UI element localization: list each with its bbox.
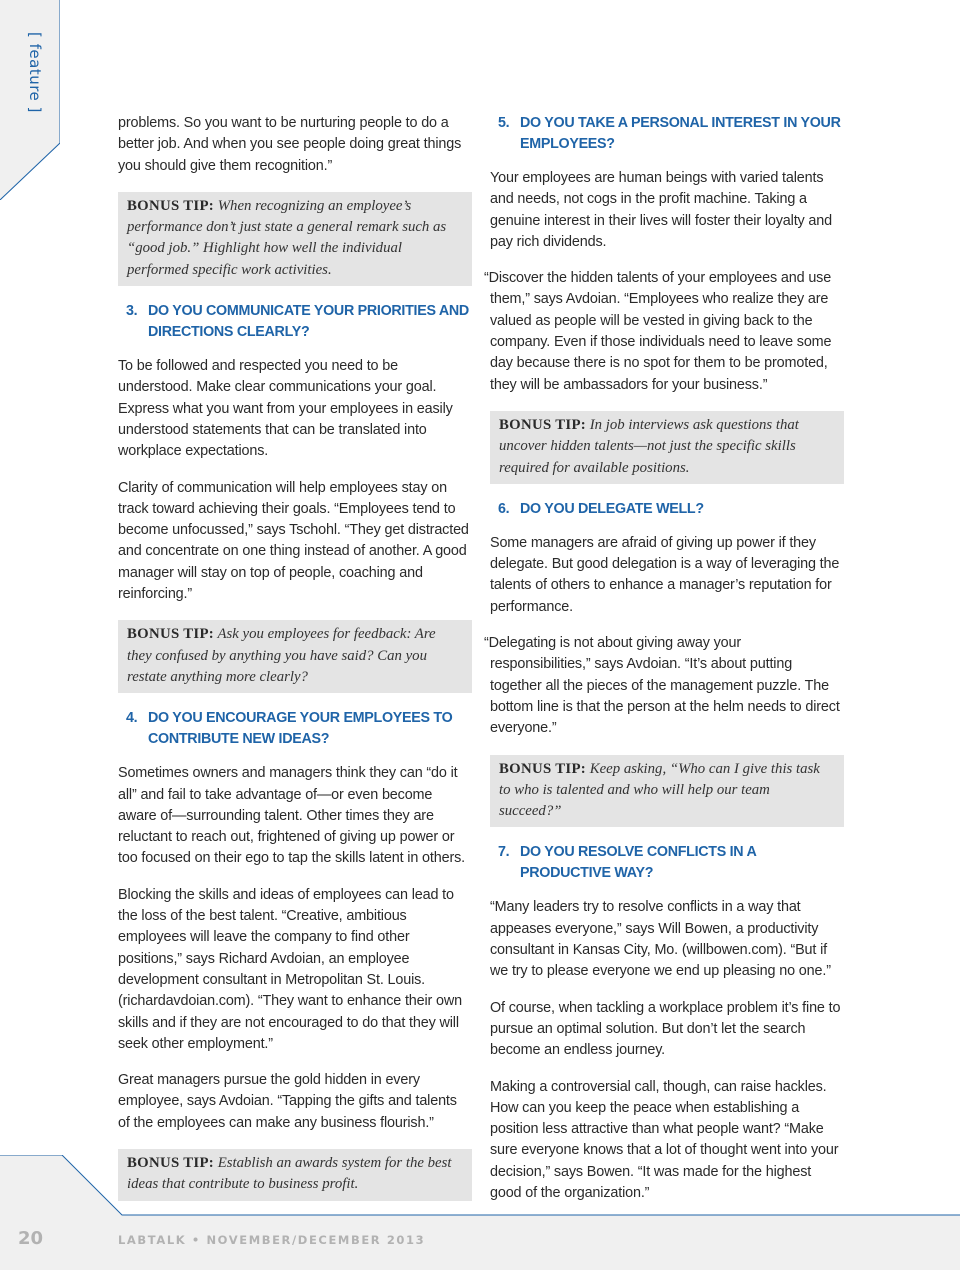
body-paragraph: Some managers are afraid of giving up power if they delegate. But good delegation is a way of leveraging the talents of others to enhance a manager’s reputation for performance. [490, 534, 840, 615]
body-paragraph: “Discover the hidden talents of your employees and use them,” says Avdoian. “Employees who realize they are valued as people will be vested in giving back to the company. Even if those individuals need to leave some day because there is no spot for them to be promoted, they will be ambassadors for your business.” [484, 270, 832, 393]
body-paragraph: Of course, when tackling a workplace problem it’s fine to pursue an optimal solution. But don’t let the search become an endless journey. [490, 999, 841, 1059]
bonus-tip-box [118, 1149, 472, 1201]
bonus-tip-label: BONUS TIP: [127, 197, 215, 214]
right-column [484, 113, 844, 1219]
body-paragraph: Making a controversial call, though, can raise hackles. How can you keep the peace when establishing a position less attractive than what people want? “Make sure everyone knows that a lot of thought went into your decision,” says Bowen. “It was made for the highest good of the organization.” [490, 1078, 839, 1201]
heading-text: DO YOU DELEGATE WELL? [520, 500, 704, 517]
bonus-tip-text: Ask you employees for feedback: Are they confused by anything you have said? Can you restate anything more clearly? [127, 626, 436, 685]
heading-number: 4. [126, 710, 138, 727]
heading-number: 5. [498, 115, 510, 131]
bonus-tip-label: BONUS TIP: [127, 626, 215, 643]
intro-paragraph: problems. So you want to be nurturing people to do a better job. And when you see people doing great things you should give them recognition.” [118, 115, 462, 174]
bonus-tip-box [118, 192, 472, 286]
body-paragraph: Your employees are human beings with varied talents and needs, not cogs in the profit machine. Taking a genuine interest in their lives will foster their loyalty and pay rich dividends. [490, 170, 832, 250]
bonus-tip-text: When recognizing an employee’s performance don’t just state a general remark such as “good job.” Highlight how well the individual performed specific work activities. [127, 197, 447, 278]
body-paragraph: Sometimes owners and managers think they can “do it all” and fail to take advantage of—or even become aware of—surrounding talent. Other times they are reluctant to reach out, frightened of giving up power or too focused on their ego to tap the skills latent in others. [118, 765, 465, 867]
heading-number: 3. [126, 303, 138, 320]
footer-publication: LABTALK • NOVEMBER/DECEMBER 2013 [118, 1233, 426, 1247]
body-paragraph: To be followed and respected you need to be understood. Make clear communications your goal. Express what you want from your employees in easily understood statements that can be translated into workplace expectations. [118, 358, 453, 460]
heading-text: DO YOU COMMUNICATE YOUR PRIORITIES AND DIRECTIONS CLEARLY? [148, 303, 469, 341]
left-column [118, 113, 472, 1216]
heading-number: 7. [498, 844, 510, 861]
heading-text: DO YOU TAKE A PERSONAL INTEREST IN YOUR EMPLOYEES? [520, 115, 841, 152]
page-number: 20 [18, 1228, 44, 1249]
section-heading-7 [490, 842, 844, 884]
body-paragraph: “Delegating is not about giving away your responsibilities,” says Avdoian. “It’s about putting together all the pieces of the management puzzle. The bottom line is that the person at the helm needs to direct everyone.” [484, 635, 840, 737]
bonus-tip-label: BONUS TIP: [499, 416, 587, 433]
bonus-tip-text: Keep asking, “Who can I give this task to who is talented and who will help our team succeed?” [499, 760, 820, 820]
body-paragraph: Great managers pursue the gold hidden in every employee, says Avdoian. “Tapping the gifts and talents of the employees can make any business flourish.” [118, 1072, 457, 1131]
heading-number: 6. [498, 500, 510, 517]
bonus-tip-text: Establish an awards system for the best ideas that contribute to business profit. [127, 1154, 452, 1193]
bonus-tip-box [490, 755, 844, 828]
heading-text: DO YOU ENCOURAGE YOUR EMPLOYEES TO CONTRIBUTE NEW IDEAS? [148, 710, 453, 748]
bonus-tip-label: BONUS TIP: [499, 760, 587, 777]
section-heading-6 [490, 499, 844, 520]
section-heading-4 [118, 708, 472, 750]
body-paragraph: Clarity of communication will help employees stay on track toward achieving their goals. “Employees tend to become unfocussed,” says Tschohl. “They get distracted and concentrate on one thing instead of another. A good manager will stay on top of people, coaching and reinforcing.” [118, 479, 469, 603]
section-heading-3 [118, 301, 472, 343]
bonus-tip-box [118, 620, 472, 693]
body-paragraph: Blocking the skills and ideas of employees can lead to the loss of the best talent. “Creative, ambitious employees will leave the company to find other positions,” says Richard Avdoian, an employee development consultant in Metropolitan St. Louis. (richardavdoian.com). “They want to enhance their own skills and if they are not encouraged to do that they will seek other employment.” [118, 886, 462, 1052]
section-label: [ feature ] [26, 32, 44, 113]
bonus-tip-label: BONUS TIP: [127, 1154, 215, 1171]
body-paragraph: “Many leaders try to resolve conflicts in a way that appeases everyone,” says Will Bowen, a productivity consultant in Kansas City, Mo. (willbowen.com). “But if we try to please everyone we end up pleasing no one.” [490, 899, 831, 980]
heading-text: DO YOU RESOLVE CONFLICTS IN A PRODUCTIVE WAY? [520, 844, 756, 882]
bonus-tip-text: In job interviews ask questions that uncover hidden talents—not just the specific skills required for available positions. [499, 416, 799, 476]
section-heading-5 [490, 113, 844, 155]
bonus-tip-box [490, 411, 844, 484]
